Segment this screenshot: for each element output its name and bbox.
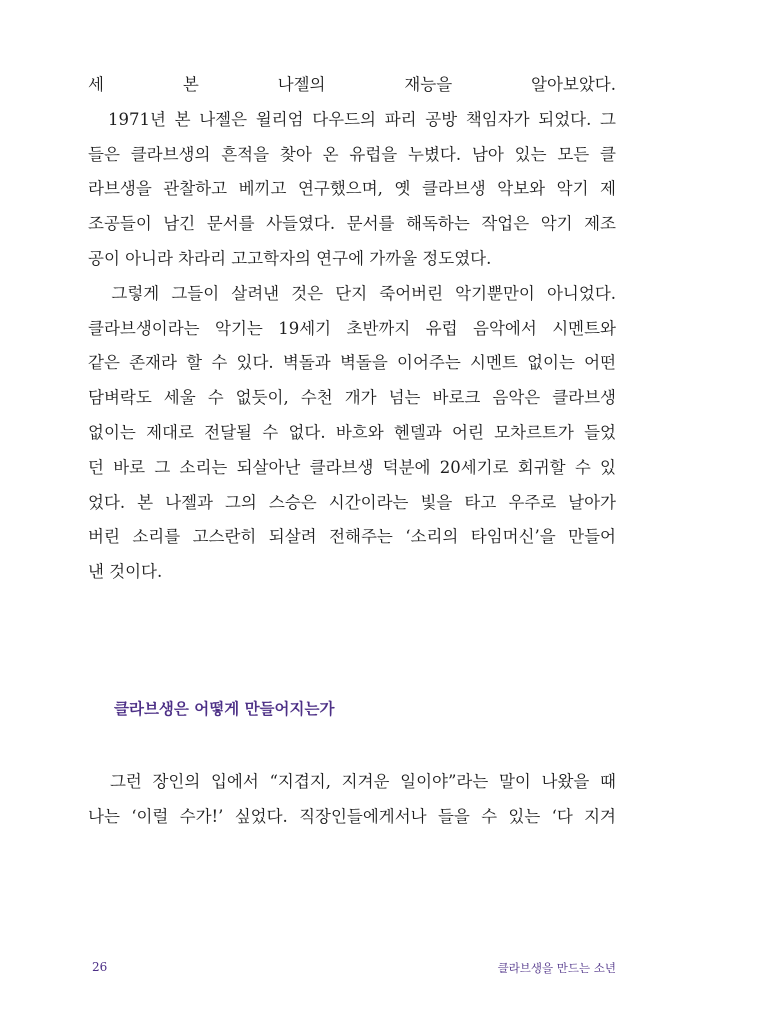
text-line: 버린 소리를 고스란히 되살려 전해주는 ‘소리의 타임머신’을 만들어 — [88, 527, 616, 547]
text-line: 세 본 나젤의 재능을 알아보았다. — [88, 75, 616, 94]
text-line: 그렇게 그들이 살려낸 것은 단지 죽어버린 악기뿐만이 아니었다. — [88, 283, 616, 303]
text-line: 조공들이 남긴 문서를 사들였다. 문서를 해독하는 작업은 악기 제조 — [88, 214, 616, 234]
text-line: 나는 ‘이럴 수가!’ 싶었다. 직장인들에게서나 들을 수 있는 ‘다 지겨 — [88, 806, 616, 826]
text-line: 들은 클라브생의 흔적을 찾아 온 유럽을 누볐다. 남아 있는 모든 클 — [88, 144, 616, 164]
running-title: 클라브생을 만드는 소년 — [497, 961, 616, 975]
text-line: 낸 것이다. — [88, 562, 163, 582]
section-heading: 클라브생은 어떻게 만들어지는가 — [114, 700, 335, 718]
text-line: 었다. 본 나젤과 그의 스승은 시간이라는 빛을 타고 우주로 날아가 — [88, 492, 616, 512]
text-line: 클라브생이라는 악기는 19세기 초반까지 유럽 음악에서 시멘트와 — [88, 318, 616, 338]
text-line: 던 바로 그 소리는 되살아난 클라브생 덕분에 20세기로 회귀할 수 있 — [88, 457, 616, 477]
text-line: 담벼락도 세울 수 없듯이, 수천 개가 넘는 바로크 음악은 클라브생 — [88, 388, 616, 408]
body-text-block — [88, 765, 616, 835]
page-number: 26 — [92, 960, 108, 974]
text-line: 공이 아니라 차라리 고고학자의 연구에 가까울 정도였다. — [88, 248, 492, 268]
text-line: 같은 존재라 할 수 있다. 벽돌과 벽돌을 이어주는 시멘트 없이는 어떤 — [88, 353, 616, 373]
text-line: 1971년 본 나젤은 윌리엄 다우드의 파리 공방 책임자가 되었다. 그 — [88, 109, 616, 129]
text-line: 그런 장인의 입에서 “지겹지, 지겨운 일이야”라는 말이 나왔을 때 — [88, 772, 616, 791]
text-line: 없이는 제대로 전달될 수 없다. 바흐와 헨델과 어린 모차르트가 들었 — [88, 422, 616, 442]
body-text-block — [88, 68, 616, 590]
text-line: 라브생을 관찰하고 베끼고 연구했으며, 옛 클라브생 악보와 악기 제 — [88, 179, 616, 199]
